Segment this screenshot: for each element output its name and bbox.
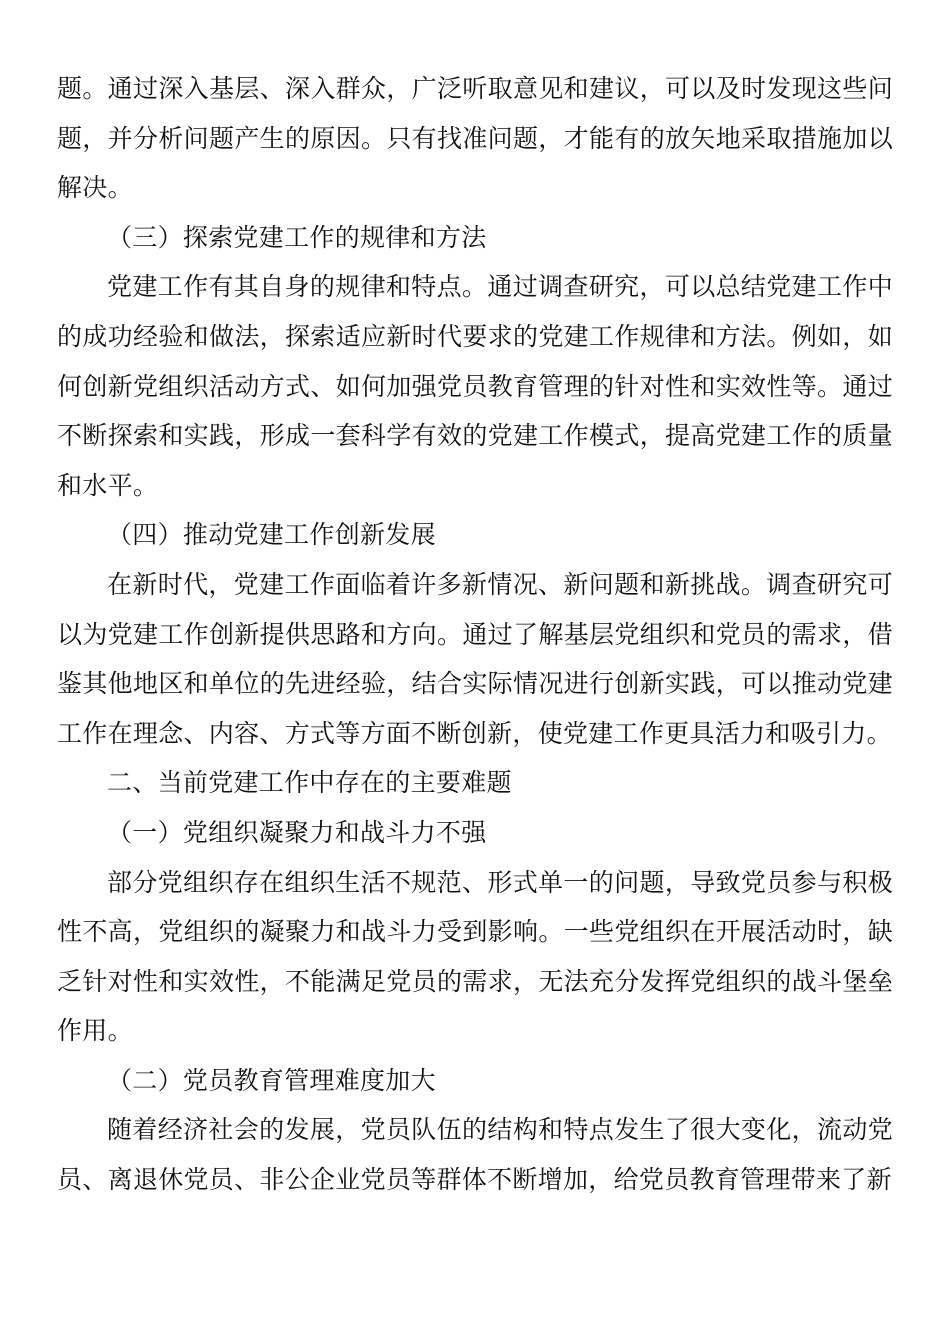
section-heading-3: （三）探索党建工作的规律和方法 [107, 222, 487, 252]
chapter-heading-2: 二、当前党建工作中存在的主要难题 [107, 768, 512, 798]
section-heading-4: （四）推动党建工作创新发展 [107, 520, 436, 550]
paragraph: 党建工作有其自身的规律和特点。通过调查研究，可以总结党建工作中的成功经验和做法，探索适应新时代要求的党建工作规律和方法。例如，如何创新党组织活动方式、如何加强党员教育管理的针对性和实效性等。通过不断探索和实践，形成一套科学有效的党建工作模式，提高党建工作的质量和水平。 [57, 272, 893, 500]
paragraph: 部分党组织存在组织生活不规范、形式单一的问题，导致党员参与积极性不高，党组织的凝聚力和战斗力受到影响。一些党组织在开展活动时，缺乏针对性和实效性，不能满足党员的需求，无法充分发挥党组织的战斗堡垒作用。 [57, 867, 893, 1046]
section-heading-2: （二）党员教育管理难度加大 [107, 1065, 436, 1095]
paragraph: 在新时代，党建工作面临着许多新情况、新问题和新挑战。调查研究可以为党建工作创新提供思路和方向。通过了解基层党组织和党员的需求，借鉴其他地区和单位的先进经验，结合实际情况进行创新实践，可以推动党建工作在理念、内容、方式等方面不断创新，使党建工作更具活力和吸引力。 [57, 569, 893, 748]
section-heading-1: （一）党组织凝聚力和战斗力不强 [107, 817, 487, 847]
paragraph: 随着经济社会的发展，党员队伍的结构和特点发生了很大变化，流动党员、离退休党员、非公企业党员等群体不断增加，给党员教育管理带来了新 [57, 1115, 893, 1195]
paragraph-continued: 题。通过深入基层、深入群众，广泛听取意见和建议，可以及时发现这些问题，并分析问题产生的原因。只有找准问题，才能有的放矢地采取措施加以解决。 [57, 74, 893, 203]
document-page [57, 64, 893, 1205]
